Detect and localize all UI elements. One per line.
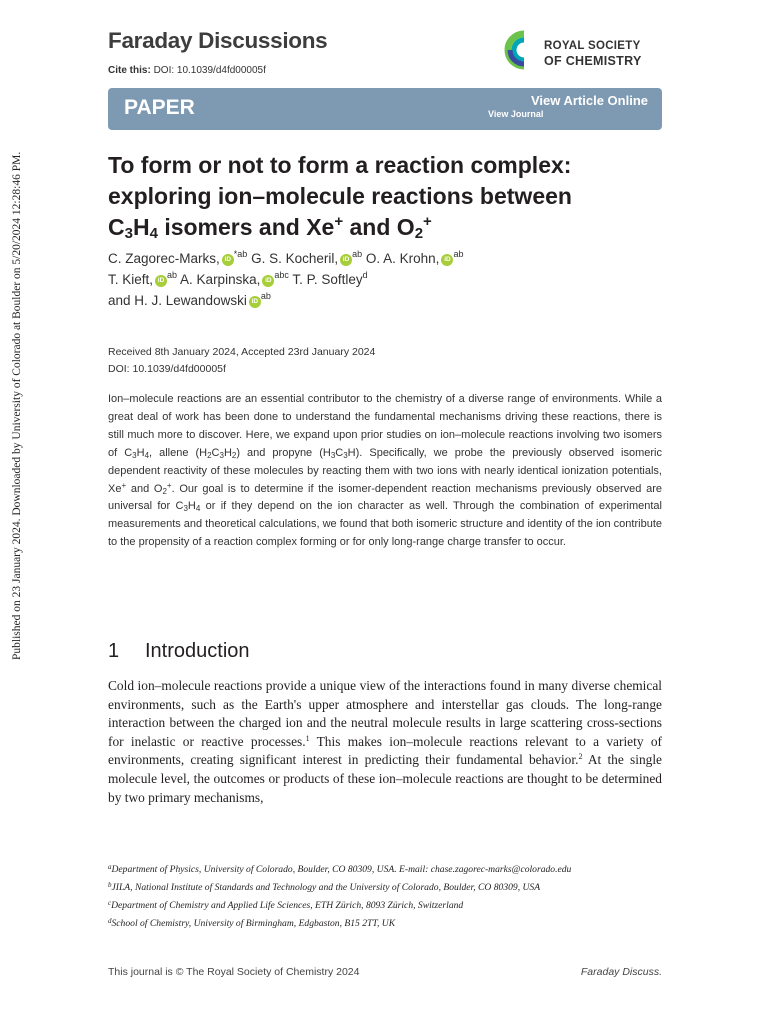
- footnote: $^d$School of Chemistry, University of Birmingham, Edgbaston, B15 2TT, UK: [108, 916, 396, 929]
- orcid-icon[interactable]: iD: [340, 254, 352, 266]
- author-affiliation: abc: [274, 270, 289, 280]
- publication-side-note: Published on 23 January 2024. Downloaded by University of Colorado at Boulder on 5/20/2024 12:28:46 PM.: [11, 151, 23, 660]
- author-name: O. A. Krohn,: [365, 251, 440, 266]
- title-h-sub: 4: [149, 225, 158, 242]
- rsc-logo: [504, 30, 666, 76]
- rsc-logo-icon: [504, 30, 540, 70]
- author-affiliation: ab: [260, 291, 271, 301]
- article-title: [108, 150, 678, 243]
- footnote: $^a$Department of Physics, University of Colorado, Boulder, CO 80309, USA. E-mail: chase.zagorec-marks@colorado.edu: [108, 863, 572, 875]
- author-affiliation: ab: [453, 249, 464, 259]
- author-affiliation: d: [362, 270, 368, 280]
- section-number: 1: [108, 640, 120, 662]
- rsc-name-line2: OF CHEMISTRY: [544, 54, 642, 68]
- author-name: A. Karpinska,: [180, 272, 261, 287]
- body-paragraph: Cold ion–molecule reactions provide a unique view of the interactions found in many diverse chemical environments, such as the Earth's upper atmosphere and interstellar gas clouds. The long-range interaction between the charged ion and the neutral molecule results in large scattering cross-sections for inelastic or reactive processes.$^1$ This makes ion–molecule reactions relevant to a variety of environments, creating significant interest in predicting their fundamental behavior.$^2$ At the single molecule level, the outcomes or products of these ion–molecule reactions are thought to be determined by two primary mechanisms,: [108, 678, 662, 805]
- orcid-icon[interactable]: iD: [262, 275, 274, 287]
- author-affiliation: *ab: [233, 249, 248, 259]
- affiliation-footnotes: [108, 864, 664, 936]
- title-xe-sup: +: [334, 213, 344, 230]
- abstract: Ion–molecule reactions are an essential contributor to the chemistry of a diverse range of environments. While a great deal of work has been done to understand the fundamental mechanisms driving these reactions, there is still much more to discover. Here, we expand upon prior studies on ion–molecule reactions involving two isomers of $C_3H_4$, allene $(H_2C_3H_2)$ and propyne $(H_3C_3H)$. Specifically, we probe the previously observed isomeric dependent reactivity of these molecules by reacting them with two ions with nearly identical ionization potentials, Xe+ and $O_2^+$. Our goal is to determine if the isomer-dependent reaction mechanisms previously observed are universal for $C_3H_4$ or if they depend on the ion character as well. Through the combination of experimental measurements and theoretical calculations, we found that both isomeric structure and identity of the ion contribute to the propensity of a reaction complex forming or for only long-range charge transfer to occur.: [108, 393, 662, 549]
- title-h: H: [132, 214, 150, 240]
- title-c-sub: 3: [124, 225, 133, 242]
- footer-journal-abbrev: Faraday Discuss.: [580, 966, 662, 978]
- article-type-label: PAPER: [124, 96, 195, 119]
- author-line-3: [108, 290, 668, 311]
- rsc-name-line1: ROYAL SOCIETY: [544, 40, 641, 52]
- article-type-banner: [108, 88, 662, 130]
- article-doi[interactable]: DOI: 10.1039/d4fd00005f: [108, 363, 226, 375]
- footer-copyright: This journal is © The Royal Society of Chemistry 2024: [108, 966, 360, 978]
- orcid-icon[interactable]: iD: [222, 254, 234, 266]
- title-line-1: To form or not to form a reaction complex:: [108, 152, 572, 178]
- footnote: $^c$Department of Chemistry and Applied Life Sciences, ETH Zürich, 8093 Zürich, Switzerland: [108, 898, 464, 911]
- received-accepted: Received 8th January 2024, Accepted 23rd January 2024: [108, 346, 376, 358]
- author-name: G. S. Kocheril,: [251, 251, 339, 266]
- cite-label: Cite this:: [108, 65, 151, 76]
- cite-line: [108, 65, 266, 76]
- title-o-sup: +: [423, 213, 432, 230]
- publication-dates: [108, 344, 375, 378]
- journal-title: Faraday Discussions: [108, 28, 328, 53]
- footnote: $^b$JILA, National Institute of Standards and Technology and the University of Colorado, Boulder, CO 80309, USA: [108, 880, 541, 893]
- view-journal-link[interactable]: View Journal: [488, 109, 544, 119]
- author-name: T. Kieft,: [108, 272, 154, 287]
- author-affiliation: ab: [167, 270, 178, 280]
- author-line-2: [108, 269, 668, 290]
- title-line-3: [108, 212, 678, 243]
- citation-ref[interactable]: 1: [305, 733, 310, 743]
- title-line-2: exploring ion–molecule reactions between: [108, 183, 572, 209]
- title-mid: isomers and Xe: [157, 214, 335, 240]
- orcid-icon[interactable]: iD: [155, 275, 167, 287]
- view-article-online-link[interactable]: View Article Online: [530, 93, 648, 108]
- author-list: [108, 248, 668, 311]
- cite-doi[interactable]: DOI: 10.1039/d4fd00005f: [153, 65, 266, 76]
- title-and: and O: [343, 214, 415, 240]
- section-title: Introduction: [145, 640, 250, 662]
- author-name: and H. J. Lewandowski: [108, 293, 247, 308]
- title-o-sub: 2: [414, 225, 424, 242]
- title-c: C: [108, 214, 125, 240]
- section-heading: [108, 640, 250, 663]
- author-affiliation: ab: [352, 249, 363, 259]
- orcid-icon[interactable]: iD: [441, 254, 453, 266]
- citation-ref[interactable]: 2: [578, 752, 583, 762]
- author-line-1: [108, 248, 668, 269]
- orcid-icon[interactable]: iD: [249, 296, 261, 308]
- author-name: T. P. Softley: [292, 272, 363, 287]
- author-name: C. Zagorec-Marks,: [108, 251, 220, 266]
